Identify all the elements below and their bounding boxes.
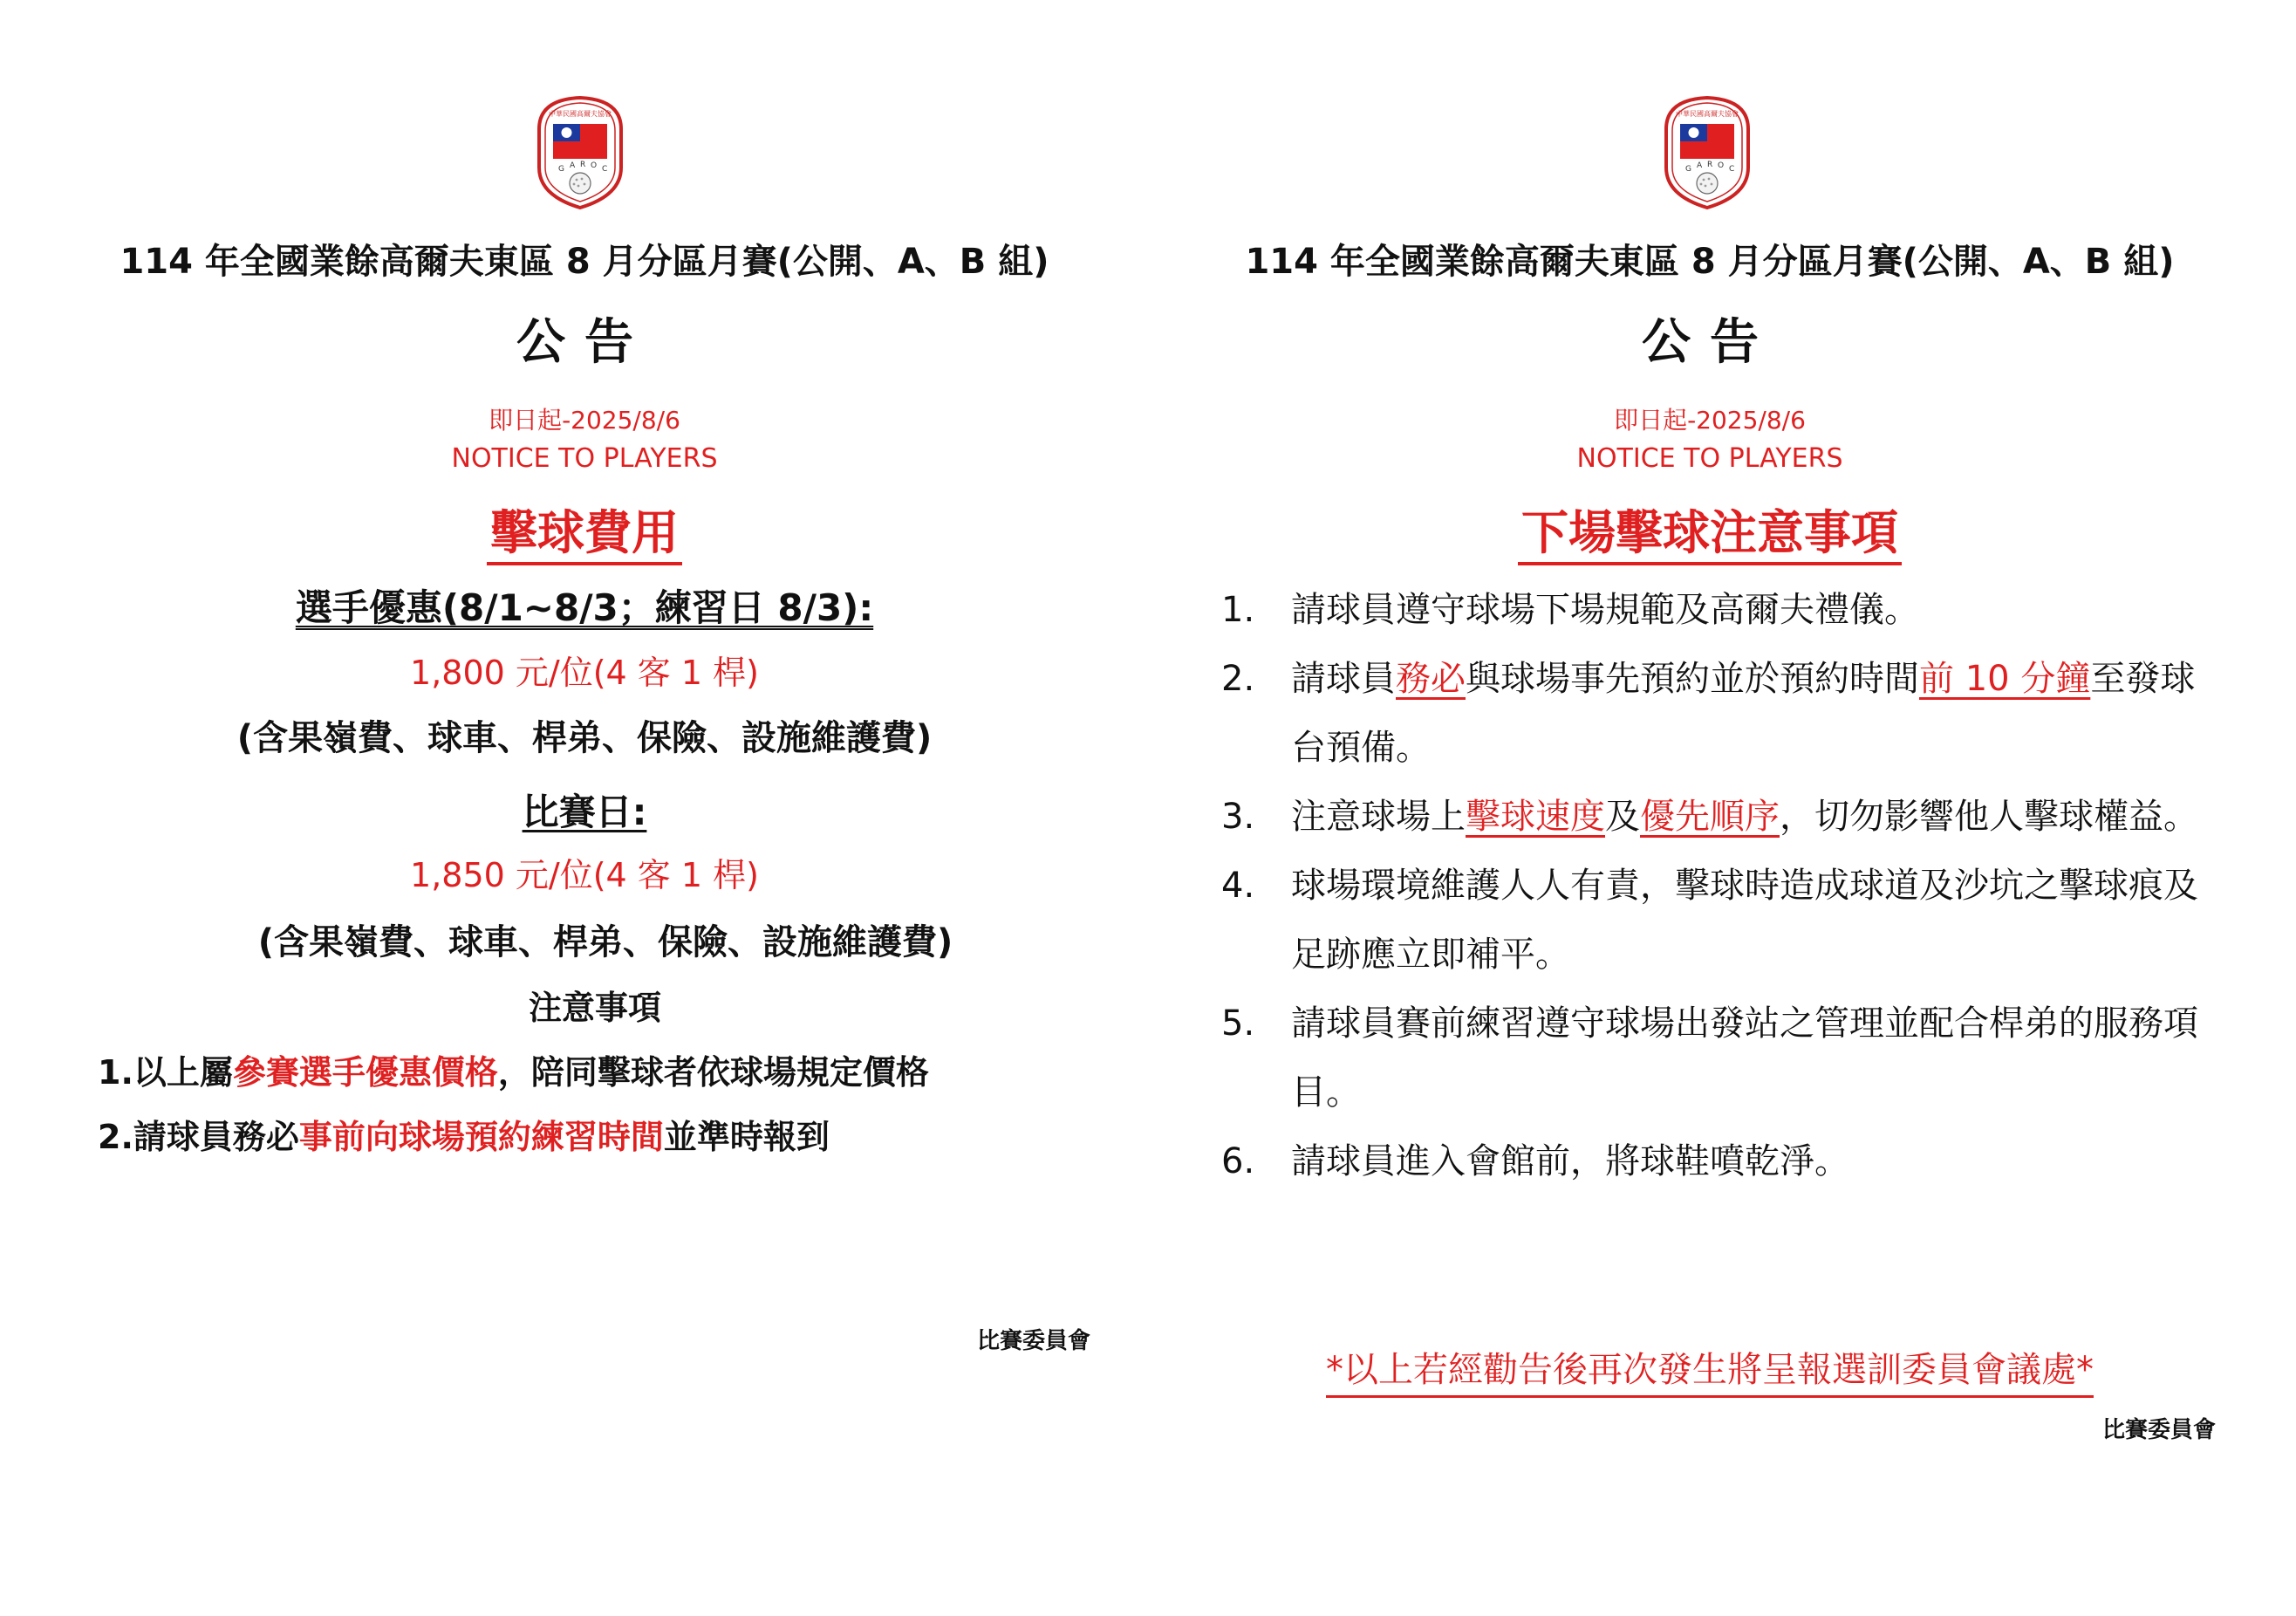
svg-text:G: G [558,165,564,174]
player-discount-label [79,579,1090,632]
note-1 [98,1045,929,1093]
penalty-warning [1204,1342,2216,1392]
rule-text: 請球員遵守球場下場規範及高爾夫禮儀。 [1291,590,1919,630]
svg-text:G: G [1685,165,1691,174]
rule-item [1221,576,2216,645]
rule-text: 請球員 [1291,659,1396,699]
fee-notice-panel [79,0,1090,1616]
section-title-text: 下場擊球注意事項 [1518,505,1902,565]
match-day-price: 1,850 元/位(4 客 1 桿) [410,856,759,894]
svg-text:中華民國高爾夫協會: 中華民國高爾夫協會 [1676,110,1739,118]
rule-text: 注意球場上 [1291,797,1466,837]
rule-number: 5. [1221,1003,1255,1044]
notes-heading: 注意事項 [528,989,661,1027]
note-2-prefix: 2.請球員務必 [98,1118,299,1156]
notice-to-players: NOTICE TO PLAYERS [451,443,718,474]
garoc-shield-logo-icon [532,94,628,211]
committee-signature: 比賽委員會 [976,1328,1090,1354]
rule-highlight: 前 10 分鐘 [1919,659,2091,699]
rule-highlight: 務必 [1396,659,1466,699]
section-title [1204,496,2216,563]
rule-item [1221,645,2216,783]
rule-highlight: 擊球速度 [1466,797,1605,837]
rule-number: 6. [1221,1141,1255,1181]
rule-item [1221,783,2216,852]
note-1-prefix: 1.以上屬 [98,1053,233,1092]
section-title [79,496,1090,563]
section-title-text: 擊球費用 [487,505,682,565]
rule-item [1221,852,2216,989]
announcement-heading: 公告 [1642,314,1778,371]
svg-text:R: R [580,161,586,169]
rule-number: 4. [1221,866,1255,906]
rule-text: 球場環境維護人人有責，擊球時造成球道及沙坑之擊球痕及足跡應立即補平。 [1291,866,2198,975]
rules-list [1221,576,2216,1196]
rule-text: 請球員進入會館前，將球鞋噴乾淨。 [1291,1141,1849,1181]
note-2-suffix: 並準時報到 [663,1118,830,1156]
svg-text:R: R [1707,161,1713,169]
rule-number: 1. [1221,590,1255,630]
garoc-shield-logo-icon [1659,94,1755,211]
rule-text: ，切勿影響他人擊球權益。 [1780,797,2198,837]
svg-text:中華民國高爾夫協會: 中華民國高爾夫協會 [549,110,612,118]
svg-text:A: A [570,161,576,170]
svg-text:O: O [1718,161,1725,170]
rule-text: 請球員賽前練習遵守球場出發站之管理並配合桿弟的服務項目。 [1291,1003,2198,1113]
note-2 [98,1110,830,1158]
rule-item [1221,989,2216,1127]
player-discount-includes: (含果嶺費、球車、桿弟、保險、設施維護費) [236,718,933,758]
match-day-label-text: 比賽日: [522,791,647,833]
notice-to-players: NOTICE TO PLAYERS [1576,443,1843,474]
note-2-highlight: 事前向球場預約練習時間 [298,1118,664,1156]
rule-number: 2. [1221,659,1255,699]
page-title: 114 年全國業餘高爾夫東區 8 月分區月賽(公開、A、B 組) [1245,242,2175,282]
player-discount-label-text: 選手優惠(8/1~8/3；練習日 8/3): [295,586,874,629]
svg-text:C: C [1729,165,1735,174]
rule-number: 3. [1221,797,1255,837]
rule-item [1221,1127,2216,1196]
rule-highlight: 優先順序 [1640,797,1780,837]
rule-text: 與球場事先預約並於預約時間 [1466,659,1919,699]
rule-text: 及 [1605,797,1640,837]
committee-signature: 比賽委員會 [2101,1417,2216,1443]
note-1-highlight: 參賽選手優惠價格 [232,1053,498,1092]
announcement-heading: 公告 [516,314,653,371]
match-day-label [79,784,1090,836]
note-1-suffix: ，陪同擊球者依球場規定價格 [497,1053,929,1092]
page-title: 114 年全國業餘高爾夫東區 8 月分區月賽(公開、A、B 組) [120,242,1049,282]
rule-text: 至發球台預備。 [1291,659,2196,768]
player-discount-price: 1,800 元/位(4 客 1 桿) [410,654,759,692]
effective-date: 即日起-2025/8/6 [489,406,680,435]
penalty-warning-text: *以上若經勸告後再次發生將呈報選訓委員會議處* [1326,1350,2094,1398]
match-day-includes: (含果嶺費、球車、桿弟、保險、設施維護費) [257,922,953,962]
svg-text:C: C [602,165,608,174]
svg-text:A: A [1697,161,1703,170]
svg-text:O: O [591,161,598,170]
effective-date: 即日起-2025/8/6 [1614,406,1806,435]
play-rules-panel [1204,0,2216,1616]
